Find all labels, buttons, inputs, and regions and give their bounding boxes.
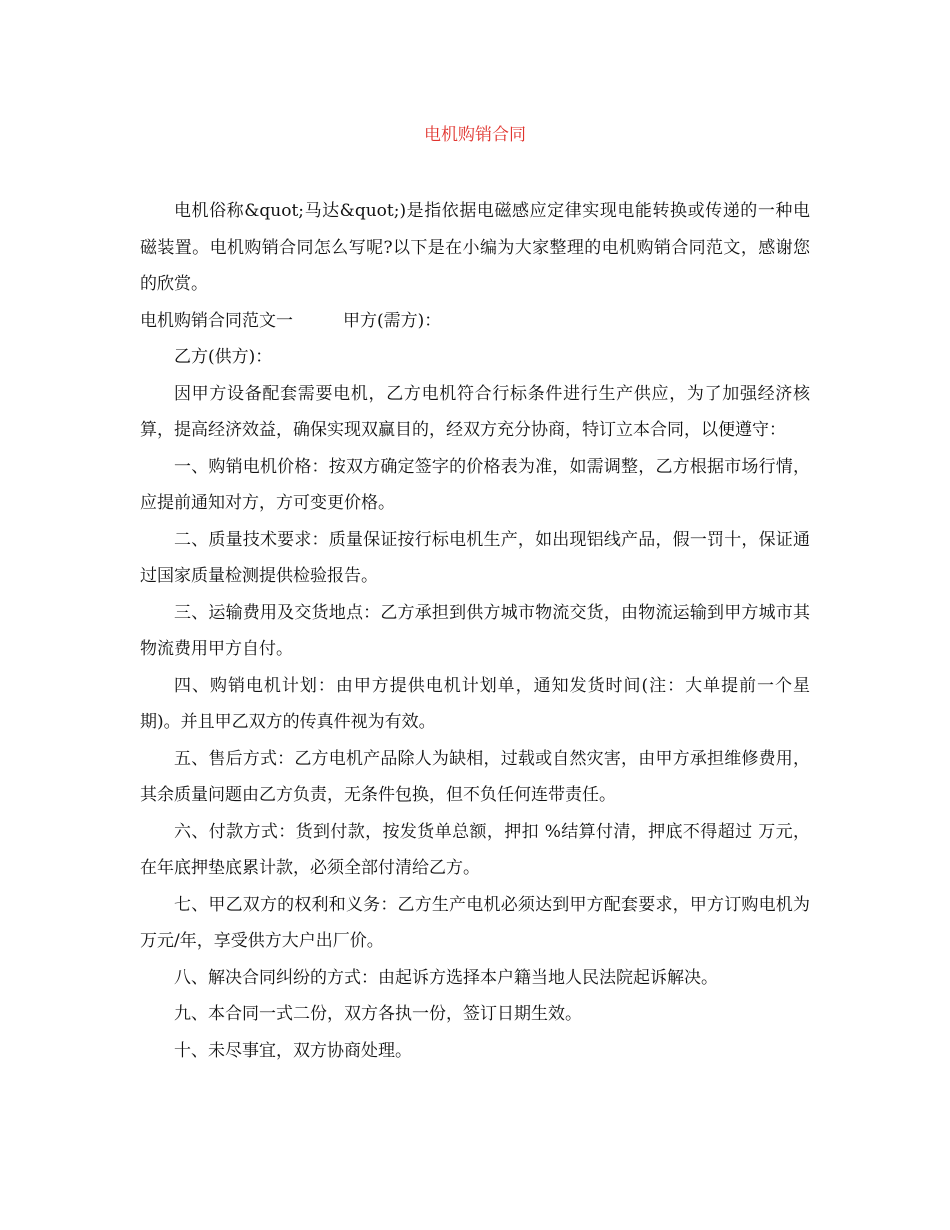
clause-paragraph: 七、甲乙双方的权利和义务：乙方生产电机必须达到甲方配套要求，甲方订购电机为 万元/年，享受供方大户出厂价。: [140, 894, 810, 951]
document-title: 电机购销合同: [424, 125, 526, 145]
clause-paragraph: 六、付款方式：货到付款，按发货单总额，押扣 %结算付清，押底不得超过 万元，在年底押垫底累计款，必须全部付清给乙方。: [140, 821, 810, 878]
clause-paragraph: 十、未尽事宜，双方协商处理。: [174, 1040, 412, 1061]
clause-paragraph: 一、购销电机价格：按双方确定签字的价格表为准，如需调整，乙方根据市场行情，应提前通知对方，方可变更价格。: [140, 456, 810, 513]
sample-heading-line: [140, 303, 810, 340]
clause-paragraph: 八、解决合同纠纷的方式：由起诉方选择本户籍当地人民法院起诉解决。: [174, 967, 718, 988]
party-a-label: 甲方(需方)：: [343, 310, 442, 331]
intro-paragraph: 电机俗称&quot;马达&quot;)是指依据电磁感应定律实现电能转换或传递的一种电磁装置。电机购销合同怎么写呢?以下是在小编为大家整理的电机购销合同范文，感谢您的欣赏。: [140, 201, 810, 294]
clause-paragraph: 五、售后方式：乙方电机产品除人为缺相，过载或自然灾害，由甲方承担维修费用，其余质量问题由乙方负责，无条件包换，但不负任何连带责任。: [140, 748, 810, 805]
clause-paragraph: 二、质量技术要求：质量保证按行标电机生产，如出现铝线产品，假一罚十，保证通过国家质量检测提供检验报告。: [140, 529, 810, 586]
document-body: [140, 193, 810, 1069]
clause-paragraph: 四、购销电机计划：由甲方提供电机计划单，通知发货时间(注：大单提前一个星期)。并且甲乙双方的传真件视为有效。: [140, 675, 810, 732]
clause-paragraph: 九、本合同一式二份，双方各执一份，签订日期生效。: [174, 1004, 582, 1024]
clause-paragraph: 三、运输费用及交货地点：乙方承担到供方城市物流交货，由物流运输到甲方城市其物流费用甲方自付。: [140, 602, 810, 659]
party-b-label: 乙方(供方)：: [174, 347, 273, 367]
sample-heading: 电机购销合同范文一: [140, 310, 293, 331]
preamble-paragraph: 因甲方设备配套需要电机，乙方电机符合行标条件进行生产供应，为了加强经济核算，提高经济效益，确保实现双赢目的，经双方充分协商，特订立本合同，以便遵守：: [140, 383, 810, 440]
